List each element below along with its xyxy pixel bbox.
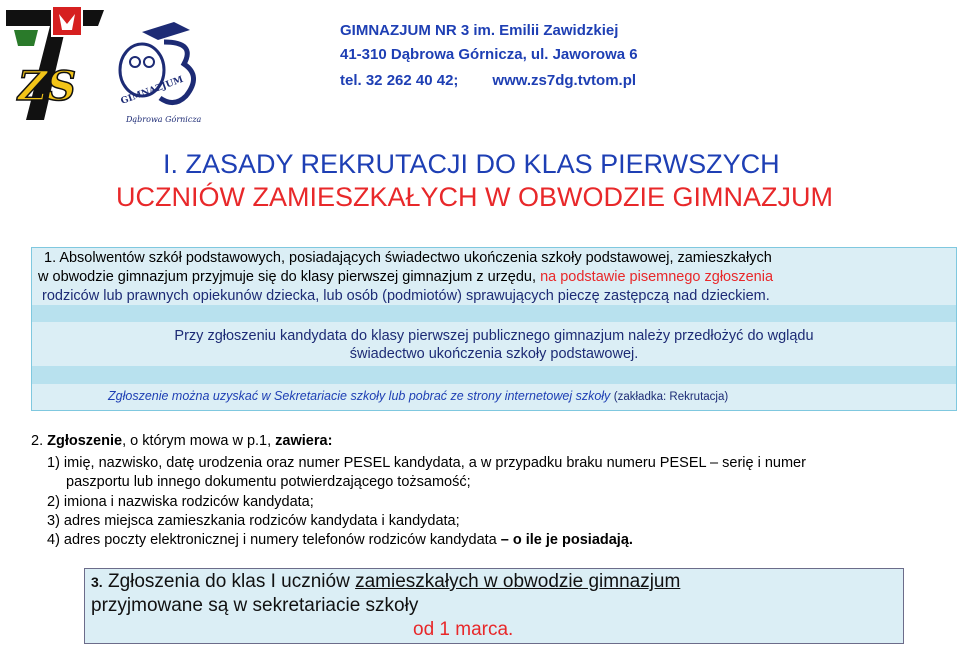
section3-line1-underlined: zamieszkałych w obwodzie gimnazjum bbox=[355, 571, 681, 592]
section1-line2 bbox=[38, 269, 773, 285]
section2-heading bbox=[31, 433, 332, 449]
logo-gim-city: Dąbrowa Górnicza bbox=[126, 115, 202, 124]
school-logo-gimnazjum bbox=[112, 12, 204, 132]
section1-line2-highlight: na podstawie pisemnego zgłoszenia bbox=[540, 269, 774, 285]
section1-note2: świadectwo ukończenia szkoły podstawowej. bbox=[349, 346, 639, 362]
section2-heading-contains: zawiera: bbox=[275, 433, 333, 449]
section3-number: 3. bbox=[91, 574, 103, 590]
section1-line2-text: w obwodzie gimnazjum przyjmuje się do klasy pierwszej gimnazjum z urzędu, bbox=[38, 269, 541, 285]
section1-note1: Przy zgłoszeniu kandydata do klasy pierwszej publicznego gimnazjum należy przedłożyć do wglądu bbox=[174, 328, 814, 344]
section2-item4-text: 4) adres poczty elektronicznej i numery telefonów rodziców kandydata bbox=[47, 532, 501, 548]
school-address: 41-310 Dąbrowa Górnicza, ul. Jaworowa 6 bbox=[340, 46, 638, 63]
section2-item4 bbox=[47, 532, 633, 548]
section2-item1: 1) imię, nazwisko, datę urodzenia oraz numer PESEL kandydata, a w przypadku braku numeru PESEL – serię i numer bbox=[47, 455, 806, 471]
section1-box bbox=[31, 247, 957, 411]
section2-item2: 2) imiona i nazwiska rodziców kandydata; bbox=[47, 494, 314, 510]
section1-note3-text: Zgłoszenie można uzyskać w Sekretariacie szkoły lub pobrać ze strony internetowej szkoły bbox=[108, 389, 614, 403]
section1-line1: 1. Absolwentów szkół podstawowych, posiadających świadectwo ukończenia szkoły podstawowej, zamieszkałych bbox=[44, 250, 772, 266]
logo-gim-text: GIMNAZJUM bbox=[119, 74, 185, 107]
section2-number: 2. bbox=[31, 433, 48, 449]
school-logo-zs bbox=[4, 2, 110, 124]
school-website[interactable]: www.zs7dg.tvtom.pl bbox=[492, 72, 637, 89]
logo-zs-text: ZS bbox=[18, 63, 77, 110]
school-phone: tel. 32 262 40 42; bbox=[340, 72, 459, 89]
section2-item4-bold: – o ile je posiadają. bbox=[500, 532, 633, 548]
section2-item1-cont: paszportu lub innego dokumentu potwierdzającego tożsamość; bbox=[66, 474, 471, 490]
section3-line1-text: Zgłoszenia do klas I uczniów bbox=[102, 571, 356, 592]
section2-item3: 3) adres miejsca zamieszkania rodziców kandydata i kandydata; bbox=[47, 513, 460, 529]
page-title-line1: I. ZASADY REKRUTACJI DO KLAS PIERWSZYCH bbox=[163, 149, 780, 179]
section3-box bbox=[84, 568, 904, 644]
school-name: GIMNAZJUM NR 3 im. Emilii Zawidzkiej bbox=[340, 22, 619, 39]
section1-note3-tab: (zakładka: Rekrutacja) bbox=[613, 391, 729, 403]
section1-line3: rodziców lub prawnych opiekunów dziecka, lub osób (podmiotów) sprawujących pieczę zastępczą nad dzieckiem. bbox=[42, 288, 770, 304]
section3-line2: przyjmowane są w sekretariacie szkoły bbox=[91, 595, 419, 616]
section3-line1 bbox=[91, 571, 680, 593]
section1-band bbox=[32, 366, 956, 384]
school-contact bbox=[340, 72, 636, 89]
section2-heading-bold: Zgłoszenie bbox=[47, 433, 123, 449]
section3-line3: od 1 marca. bbox=[413, 619, 514, 640]
section1-note3 bbox=[108, 388, 728, 404]
section1-band bbox=[32, 305, 956, 322]
page-title-line2: UCZNIÓW ZAMIESZKAŁYCH W OBWODZIE GIMNAZJUM bbox=[116, 182, 833, 212]
section2-heading-text: , o którym mowa w p.1, bbox=[122, 433, 276, 449]
